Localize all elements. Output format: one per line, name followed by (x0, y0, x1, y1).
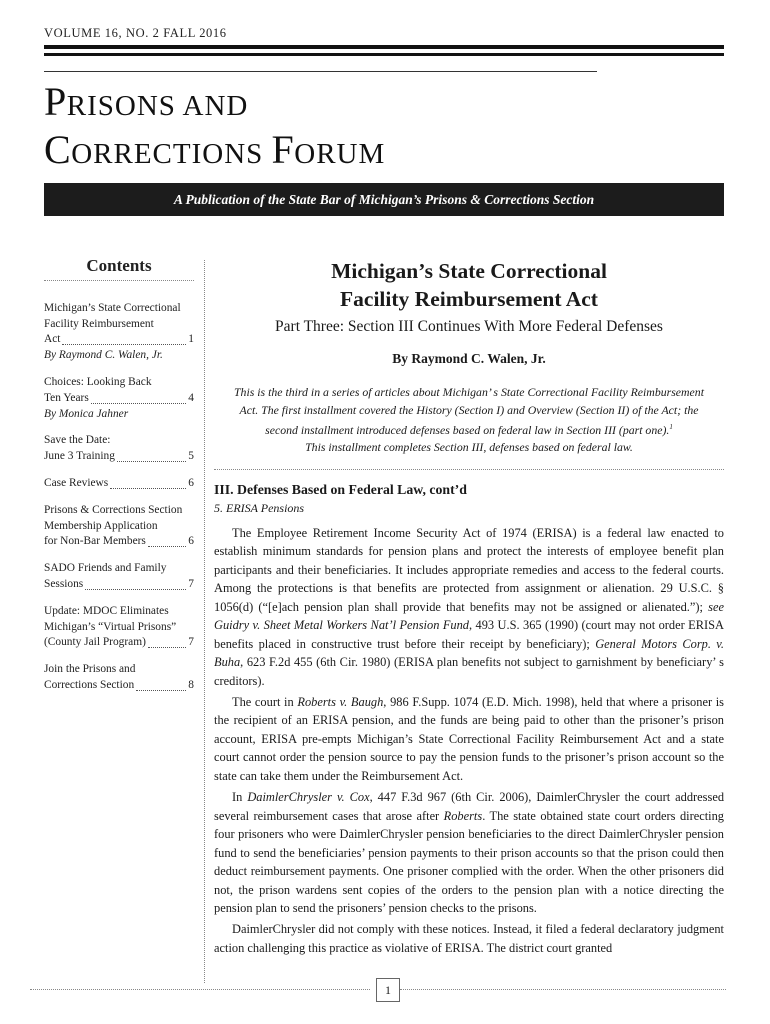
paragraph: In DaimlerChrysler v. Cox, 447 F.3d 967 (6th Cir. 2006), DaimlerChrysler the court addressed several reimbursement cases that arose after Roberts. The state obtained state court orders directing four prisoners who were DaimlerChrysler pension beneficiaries to the direct DaimlerChrysler pension fund to send the beneficiaries’ pension payments to their prison accounts so that the prison could then deduct reimbursement payments. One prisoner complied with the order. When the other prisoners did not, the prison wardens sent copies of the orders to the pension plan with a notice directing the pension plan to send the prisoners’ pension checks to the prisons. (214, 790, 725, 915)
paragraph: The court in Roberts v. Baugh, 986 F.Supp. 1074 (E.D. Mich. 1998), held that where a prisoner is the recipient of an ERISA pension, and the funds are being paid to other than the prisoner’s prison account, ERISA pre-empts Michigan’s State Correctional Facility Reimbursement Act and a state court cannot order the pension source to pay the pension funds to the prisoner’s prison account so the state can take them under the Reimbursement Act. (214, 695, 724, 783)
contents-entry-text: Join the Prisons and (44, 663, 136, 676)
contents-entry[interactable] (44, 433, 194, 465)
contents-entry-text: Membership Application (44, 519, 158, 532)
contents-page-number: 7 (188, 636, 194, 649)
dot-leader (148, 647, 186, 648)
contents-entry-text: (County Jail Program) (44, 636, 146, 649)
contents-entry-line (44, 635, 194, 651)
contents-entry-text: Facility Reimbursement (44, 317, 154, 330)
section-divider (214, 469, 724, 470)
contents-entry-line (44, 391, 194, 407)
contents-entry-text: Corrections Section (44, 678, 135, 691)
dot-leader (110, 488, 186, 489)
footnote-marker[interactable]: 1 (669, 423, 673, 431)
section-heading: III. Defenses Based on Federal Law, cont’d (214, 481, 467, 497)
contents-entry-text: Prisons & Corrections Section (44, 503, 183, 516)
article-title: Michigan’s State Correctional Facility Reimbursement Act (331, 259, 607, 311)
case-citation: General Motors Corp. v. Buha (214, 636, 724, 670)
title-line-2: CORRECTIONS FORUM (44, 127, 386, 172)
contents-entry-text: Act (44, 333, 61, 346)
publication-title (44, 80, 385, 176)
contents-entry-text: for Non-Bar Members (44, 535, 146, 548)
article-byline: By Raymond C. Walen, Jr. (392, 351, 546, 366)
subsection-heading: 5. ERISA Pensions (214, 500, 305, 515)
contents-entry-text: Case Reviews (44, 476, 109, 489)
footer-rule (30, 989, 370, 990)
title-line-1: PRISONS AND (44, 79, 249, 124)
contents-entry-line (44, 332, 194, 348)
contents-page-number: 8 (188, 678, 194, 691)
contents-list (44, 301, 194, 694)
dot-leader (62, 344, 186, 345)
contents-entry[interactable] (44, 662, 194, 694)
contents-entry-text: SADO Friends and Family (44, 562, 167, 575)
contents-page-number: 5 (188, 450, 194, 463)
header-thin-rule (44, 71, 597, 72)
column-divider (204, 260, 205, 983)
case-citation: Roberts (443, 808, 483, 823)
contents-entry-text: Sessions (44, 577, 84, 590)
dot-leader (148, 546, 186, 547)
case-citation: see Guidry v. Sheet Metal Workers Nat’l Pension Fund (214, 599, 724, 633)
article-intro: This is the third in a series of articles about Michigan’ s State Correctional Facility Reimbursement Act. The first installment covered the History (Section I) and Overview (Section II) of the Act; the second installment introduced defenses based on federal law in Section III (part one).$^1$ This installment completes Section III, defenses based on federal law. (234, 385, 704, 455)
contents-page-number: 4 (188, 391, 194, 404)
contents-page-number: 1 (188, 333, 194, 346)
case-citation: DaimlerChrysler v. Cox (247, 790, 370, 805)
dot-leader (85, 589, 186, 590)
contents-entry-text: Ten Years (44, 391, 89, 404)
contents-entry-line (44, 449, 194, 465)
contents-entry[interactable] (44, 476, 194, 492)
article (214, 257, 724, 957)
contents-title: Contents (44, 258, 194, 281)
dot-leader (136, 690, 186, 691)
contents-entry-text: Choices: Looking Back (44, 375, 152, 388)
footer-rule (400, 989, 726, 990)
header-rule (44, 45, 724, 49)
page-number: 1 (376, 978, 400, 1002)
volume-issue: VOLUME 16, NO. 2 FALL 2016 (44, 26, 227, 40)
case-citation: Roberts v. Baugh (297, 695, 384, 709)
contents-entry-line (44, 577, 194, 593)
contents-entry-text: June 3 Training (44, 450, 115, 463)
dot-leader (117, 461, 186, 462)
article-body (214, 524, 724, 957)
contents-author: By Monica Jahner (44, 407, 129, 420)
contents-page-number: 6 (188, 535, 194, 548)
contents-entry-text: Update: MDOC Eliminates (44, 604, 169, 617)
contents-entry[interactable] (44, 301, 194, 364)
paragraph: DaimlerChrysler did not comply with these notices. Instead, it filed a federal declaratory judgment action challenging this practice as violative of ERISA. The district court granted (214, 922, 724, 955)
contents-entry-text: Save the Date: (44, 434, 111, 447)
article-subtitle: Part Three: Section III Continues With More Federal Defenses (275, 318, 663, 335)
contents-entry-line (44, 678, 194, 694)
contents-entry-line (44, 476, 194, 492)
contents-page-number: 6 (188, 476, 194, 489)
contents-entry-text: Michigan’s State Correctional (44, 301, 181, 314)
header-rule (44, 53, 724, 56)
dot-leader (91, 403, 187, 404)
contents-entry[interactable] (44, 375, 194, 422)
contents-entry[interactable] (44, 561, 194, 593)
contents-entry-text: Michigan’s “Virtual Prisons” (44, 620, 177, 633)
contents-page-number: 7 (188, 577, 194, 590)
paragraph: The Employee Retirement Income Security Act of 1974 (ERISA) is a federal law enacted to establish minimum standards for pension plans and protect the interests of employee benefit plan participants and their beneficiaries. It includes appropriate remedies and access to the federal courts. Among the protections is that benefits are protected from assignment or alienation. 29 U.S.C. § 1056(d) (“[e]ach pension plan shall provide that benefits may not be assigned or alienated.”); see Guidry v. Sheet Metal Workers Nat’l Pension Fund, 493 U.S. 365 (1990) (court may not order ERISA benefits placed in constructive trust before their receipt by beneficiary); General Motors Corp. v. Buha, 623 F.2d 455 (6th Cir. 1980) (ERISA plan benefits not subject to garnishment by beneficiary’ s creditors). (214, 525, 724, 688)
contents-entry-line (44, 534, 194, 550)
contents-author: By Raymond C. Walen, Jr. (44, 349, 163, 362)
contents-sidebar (44, 258, 194, 705)
contents-entry[interactable] (44, 604, 194, 651)
contents-entry[interactable] (44, 503, 194, 550)
publication-banner: A Publication of the State Bar of Michigan’s Prisons & Corrections Section (44, 183, 724, 216)
